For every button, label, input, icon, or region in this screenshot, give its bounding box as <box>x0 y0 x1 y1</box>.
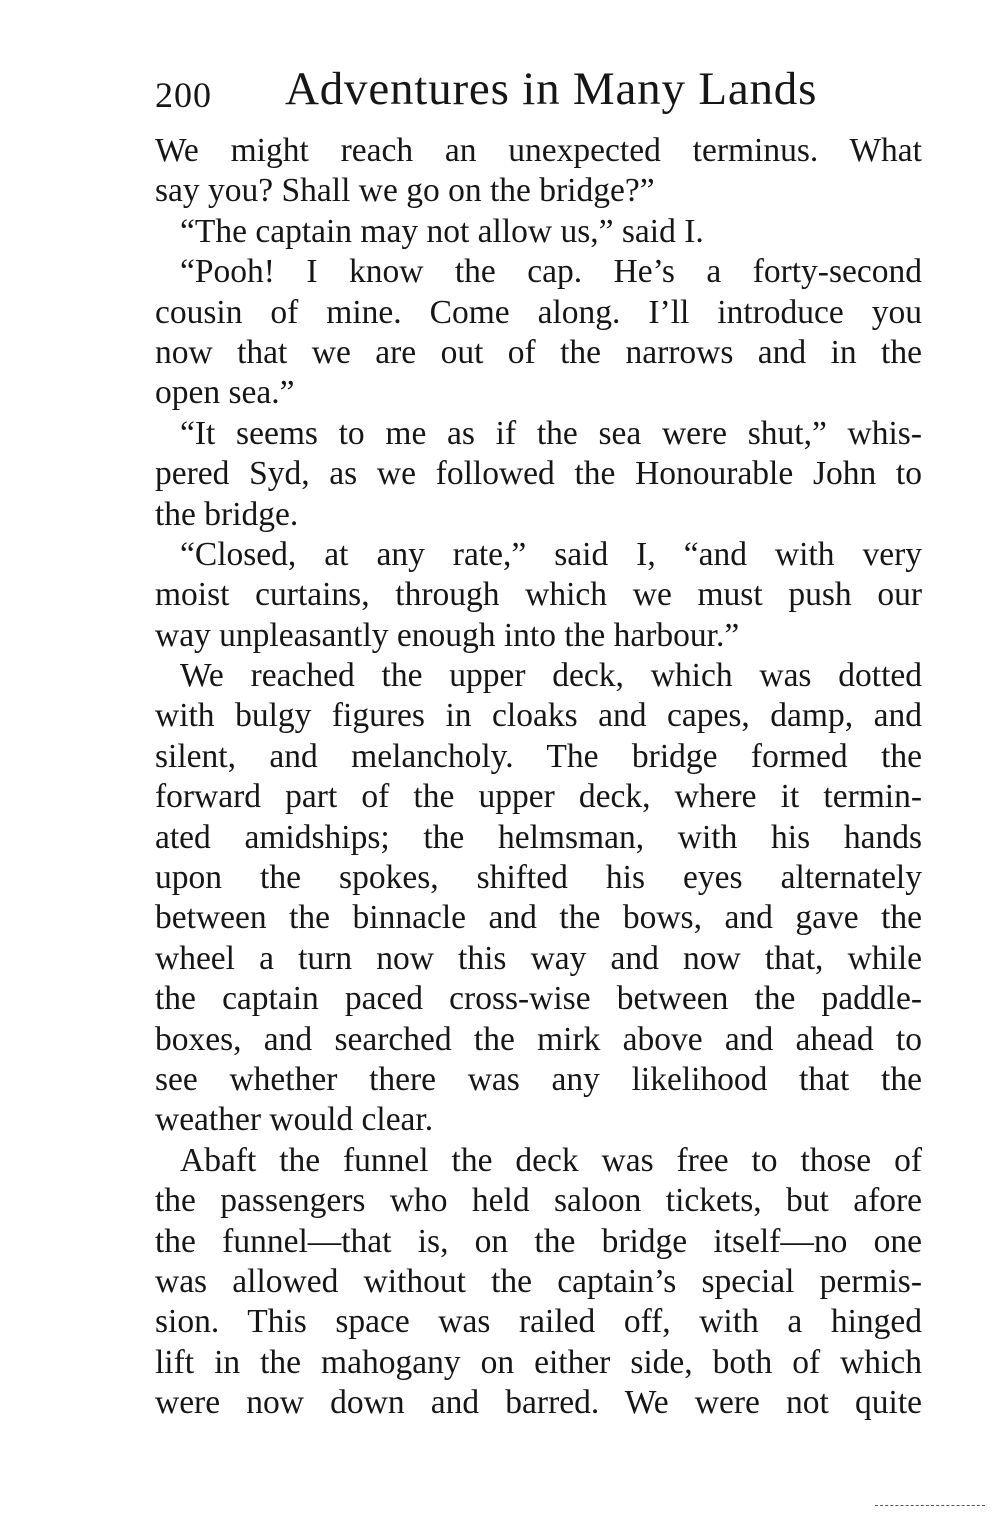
text-line: was allowed without the captain’s special permis- <box>155 1262 922 1300</box>
page-number: 200 <box>155 75 212 115</box>
text-line: lift in the mahogany on either side, both of which <box>155 1343 922 1381</box>
running-title: Adventures in Many Lands <box>285 63 818 115</box>
text-line: We reached the upper deck, which was dotted <box>180 657 922 695</box>
text-line: the funnel—that is, on the bridge itself—no one <box>155 1222 922 1260</box>
text-line: upon the spokes, shifted his eyes alternately <box>155 859 922 897</box>
text-line: “Pooh! I know the cap. He’s a forty-second <box>180 253 922 291</box>
text-line: open sea.” <box>155 374 295 412</box>
text-line: sion. This space was railed off, with a hinged <box>155 1303 922 1341</box>
text-line: pered Syd, as we followed the Honourable John to <box>155 455 922 493</box>
text-line: the bridge. <box>155 495 299 533</box>
text-line: the captain paced cross-wise between the paddle- <box>155 980 922 1018</box>
text-line: way unpleasantly enough into the harbour.” <box>155 616 740 654</box>
text-line: “Closed, at any rate,” said I, “and with very <box>180 535 922 573</box>
text-line: “It seems to me as if the sea were shut,” whis- <box>180 414 922 452</box>
text-line: ated amidships; the helmsman, with his hands <box>155 818 922 856</box>
text-line: now that we are out of the narrows and in the <box>155 333 922 371</box>
running-header <box>155 62 915 114</box>
text-line: with bulgy figures in cloaks and capes, damp, and <box>155 697 922 735</box>
text-line: the passengers who held saloon tickets, but afore <box>155 1182 922 1220</box>
text-line: “The captain may not allow us,” said I. <box>180 212 704 250</box>
body-text <box>155 131 922 1424</box>
text-line: forward part of the upper deck, where it termin- <box>155 778 922 816</box>
text-line: say you? Shall we go on the bridge?” <box>155 172 655 210</box>
text-line: weather would clear. <box>155 1101 434 1139</box>
text-line: cousin of mine. Come along. I’ll introduce you <box>155 293 922 331</box>
text-line: between the binnacle and the bows, and gave the <box>155 899 922 937</box>
text-line: boxes, and searched the mirk above and ahead to <box>155 1020 922 1058</box>
text-line: wheel a turn now this way and now that, while <box>155 939 922 977</box>
footer-rule <box>875 1505 985 1506</box>
text-line: Abaft the funnel the deck was free to those of <box>180 1141 922 1179</box>
text-line: silent, and melancholy. The bridge formed the <box>155 737 922 775</box>
text-line: We might reach an unexpected terminus. What <box>155 132 922 169</box>
text-line: moist curtains, through which we must push our <box>155 576 922 614</box>
text-line: were now down and barred. We were not quite <box>155 1384 922 1422</box>
text-line: see whether there was any likelihood that the <box>155 1060 922 1098</box>
